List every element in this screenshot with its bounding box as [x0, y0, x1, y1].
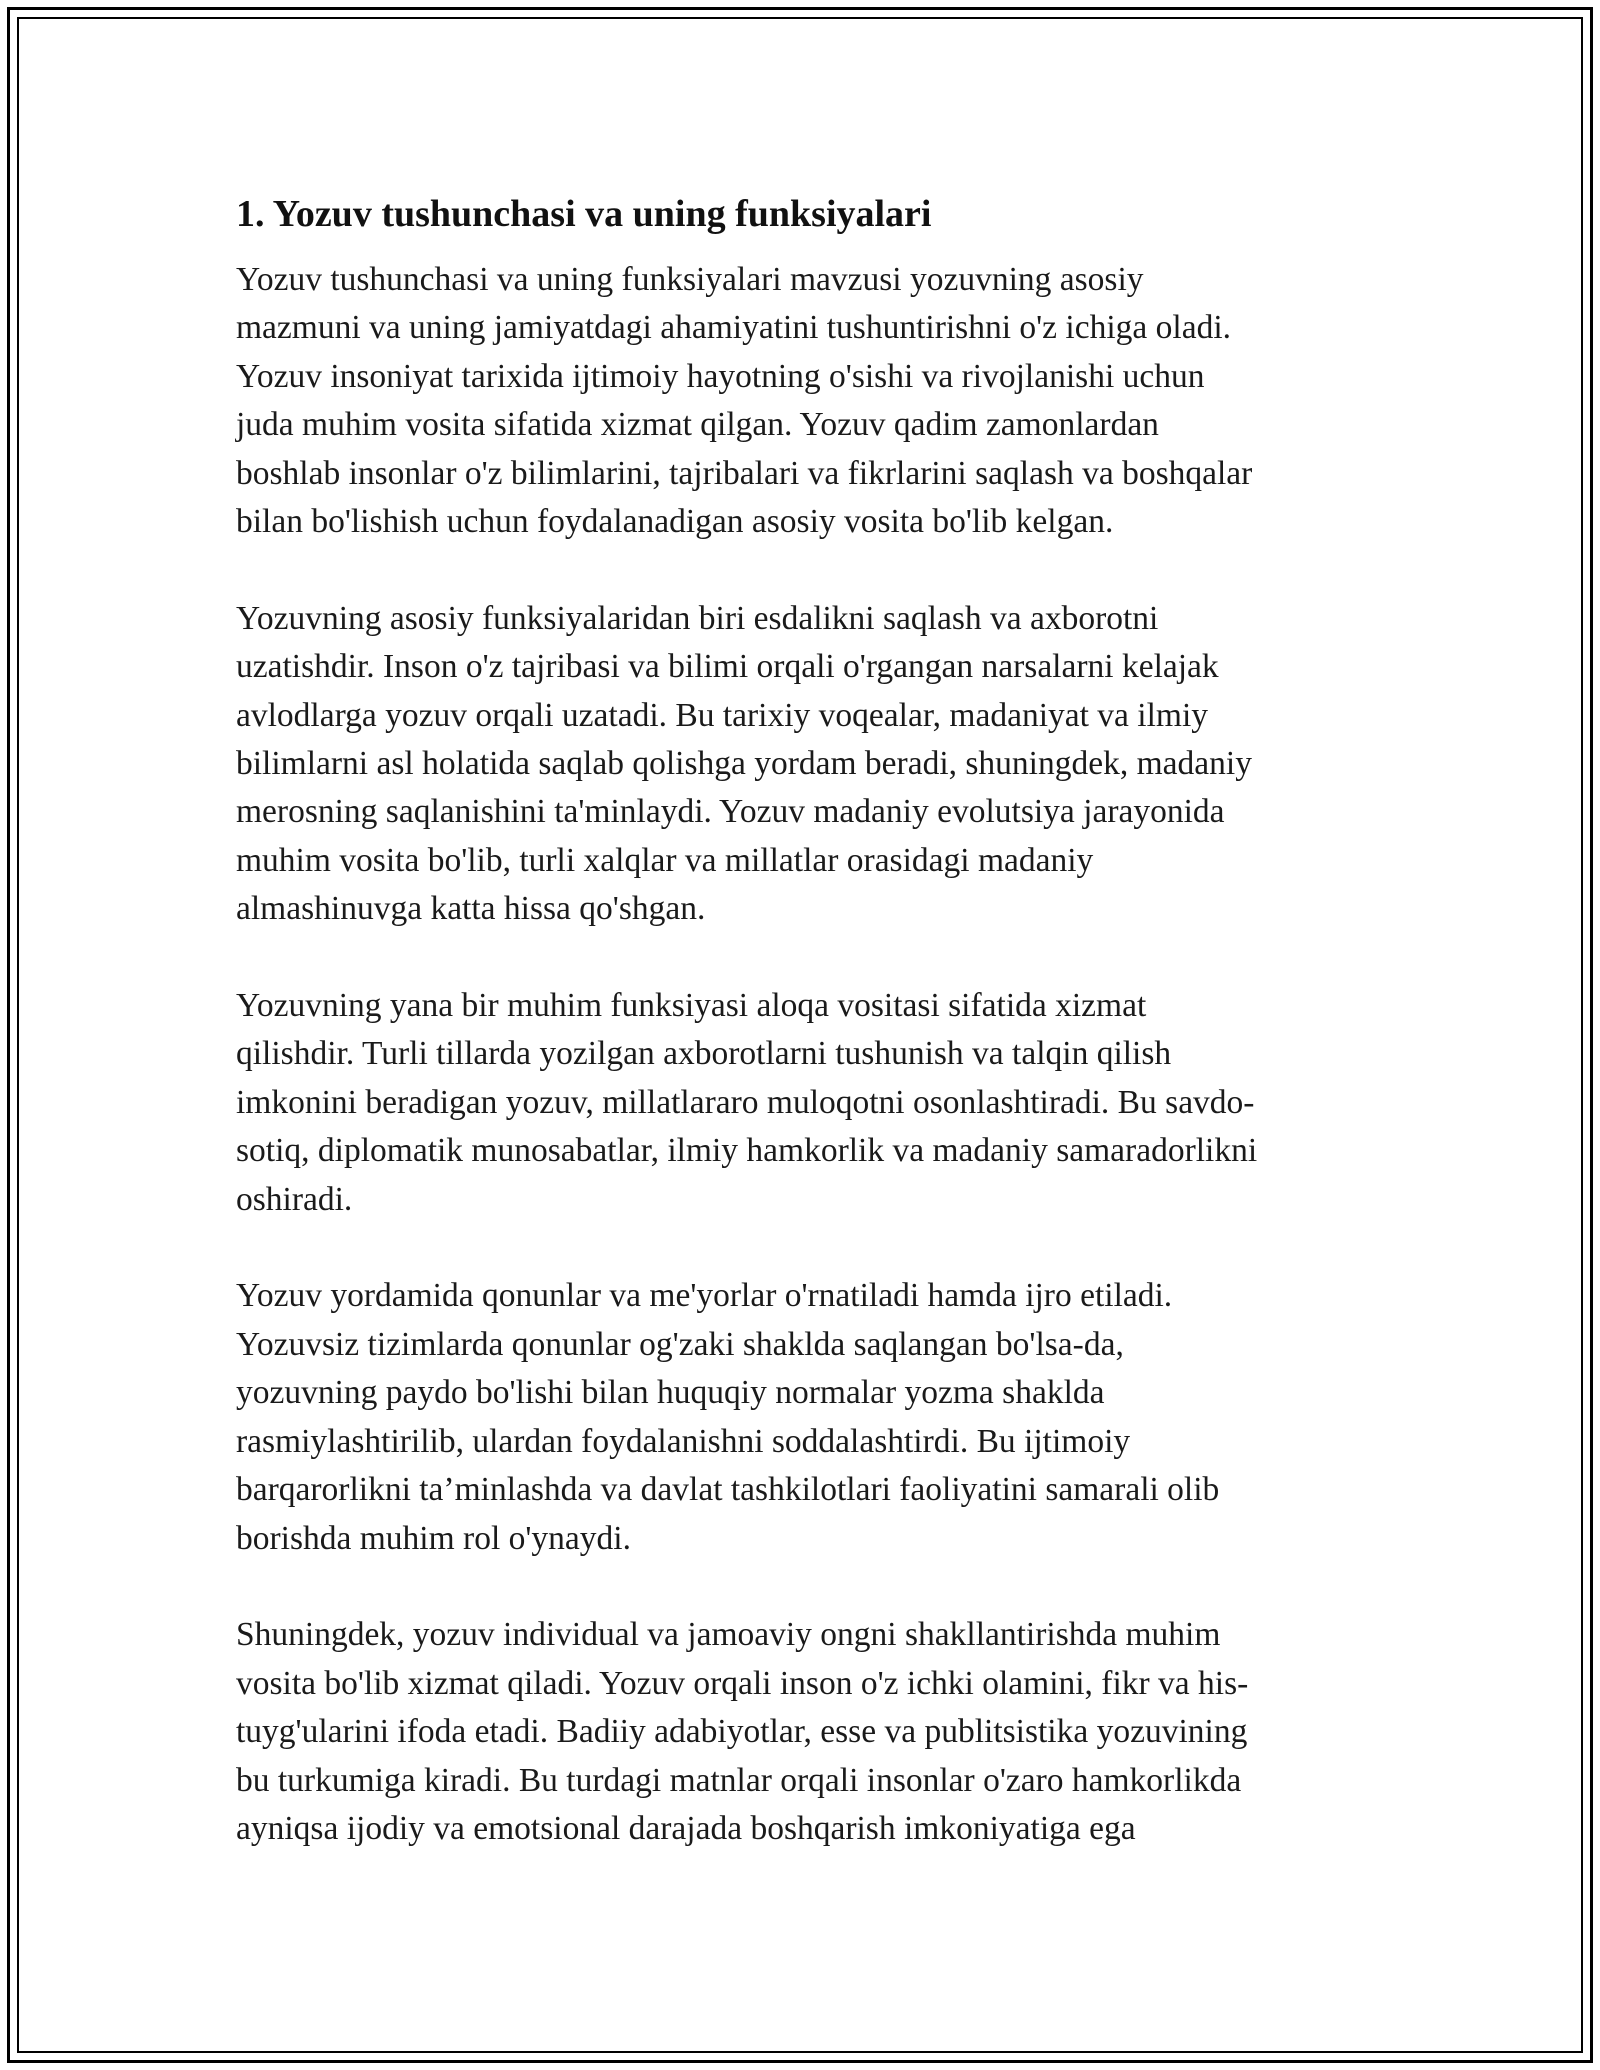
- text-line: rasmiylashtirilib, ulardan foydalanishni soddalashtirdi. Bu ijtimoiy: [236, 1422, 1131, 1460]
- text-line: bu turkumiga kiradi. Bu turdagi matnlar orqali insonlar o'zaro hamkorlikda: [236, 1761, 1242, 1799]
- paragraph: [236, 256, 1360, 546]
- document-body: [236, 186, 1360, 1902]
- text-line: mazmuni va uning jamiyatdagi ahamiyatini tushuntirishni o'z ichiga oladi.: [236, 309, 1232, 347]
- text-line: Yozuvsiz tizimlarda qonunlar og'zaki shaklda saqlangan bo'lsa-da,: [236, 1325, 1124, 1363]
- paragraph: [236, 595, 1360, 934]
- paragraph: [236, 982, 1360, 1224]
- text-line: oshiradi.: [236, 1180, 353, 1218]
- text-line: bilan bo'lishish uchun foydalanadigan asosiy vosita bo'lib kelgan.: [236, 503, 1114, 541]
- text-line: vosita bo'lib xizmat qiladi. Yozuv orqali inson o'z ichki olamini, fikr va his-: [236, 1664, 1249, 1702]
- text-line: merosning saqlanishini ta'minlaydi. Yozuv madaniy evolutsiya jarayonida: [236, 793, 1225, 831]
- text-line: sotiq, diplomatik munosabatlar, ilmiy hamkorlik va madaniy samaradorlikni: [236, 1132, 1258, 1170]
- text-line: Yozuv tushunchasi va uning funksiyalari mavzusi yozuvning asosiy: [236, 261, 1144, 298]
- text-line: Shuningdek, yozuv individual va jamoaviy ongni shakllantirishda muhim: [236, 1616, 1221, 1654]
- text-line: barqarorlikni ta’minlashda va davlat tashkilotlari faoliyatini samarali olib: [236, 1471, 1220, 1509]
- text-line: almashinuvga katta hissa qo'shgan.: [236, 890, 706, 928]
- text-line: qilishdir. Turli tillarda yozilgan axborotlarni tushunish va talqin qilish: [236, 1035, 1172, 1073]
- text-line: Yozuv yordamida qonunlar va me'yorlar o'rnatiladi hamda ijro etiladi.: [236, 1277, 1173, 1315]
- text-line: ayniqsa ijodiy va emotsional darajada boshqarish imkoniyatiga ega: [236, 1809, 1136, 1847]
- section-heading: 1. Yozuv tushunchasi va uning funksiyalari: [236, 193, 932, 235]
- text-line: bilimlarni asl holatida saqlab qolishga yordam beradi, shuningdek, madaniy: [236, 745, 1252, 783]
- paragraph: [236, 1272, 1360, 1562]
- text-line: imkonini beradigan yozuv, millatlararo muloqotni osonlashtiradi. Bu savdo-: [236, 1083, 1255, 1121]
- text-line: Yozuvning yana bir muhim funksiyasi aloqa vositasi sifatida xizmat: [236, 987, 1147, 1025]
- paragraph: [236, 1611, 1360, 1853]
- text-line: yozuvning paydo bo'lishi bilan huquqiy normalar yozma shaklda: [236, 1374, 1105, 1412]
- text-line: uzatishdir. Inson o'z tajribasi va bilimi orqali o'rgangan narsalarni kelajak: [236, 648, 1219, 686]
- text-line: tuyg'ularini ifoda etadi. Badiiy adabiyotlar, esse va publitsistika yozuvining: [236, 1713, 1248, 1751]
- text-line: Yozuvning asosiy funksiyalaridan biri esdalikni saqlash va axborotni: [236, 599, 1159, 637]
- paragraph-list: [236, 256, 1360, 1853]
- text-line: juda muhim vosita sifatida xizmat qilgan. Yozuv qadim zamonlardan: [236, 406, 1159, 444]
- text-line: avlodlarga yozuv orqali uzatadi. Bu tarixiy voqealar, madaniyat va ilmiy: [236, 696, 1209, 734]
- text-line: muhim vosita bo'lib, turli xalqlar va millatlar orasidagi madaniy: [236, 841, 1094, 879]
- text-line: Yozuv insoniyat tarixida ijtimoiy hayotning o'sishi va rivojlanishi uchun: [236, 357, 1205, 395]
- text-line: boshlab insonlar o'z bilimlarini, tajribalari va fikrlarini saqlash va boshqalar: [236, 454, 1253, 492]
- text-line: borishda muhim rol o'ynaydi.: [236, 1519, 631, 1557]
